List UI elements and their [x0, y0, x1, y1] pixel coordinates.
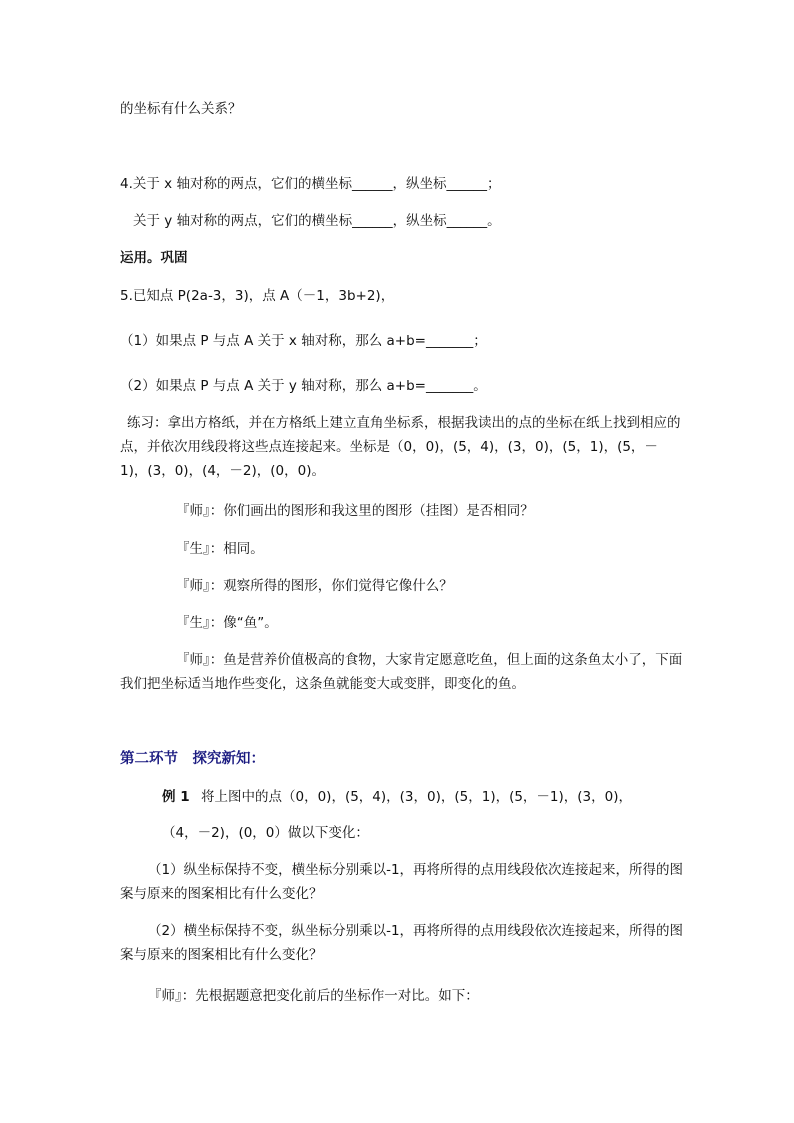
section-title: 第二环节 探究新知： — [120, 751, 265, 767]
example-text: 将上图中的点（0，0)，(5，4)，(3，0)，(5，1)，(5，－1)，(3，0)， — [201, 789, 633, 805]
dialogue-student: 『生』：相同。 — [176, 541, 264, 557]
text-line: 的坐标有什么关系？ — [120, 101, 242, 117]
question-5-part-2: （2）如果点 P 与点 A 关于 y 轴对称，那么 a+b=_______。 — [120, 378, 487, 394]
question-5-part-1: （1）如果点 P 与点 A 关于 x 轴对称，那么 a+b=_______； — [120, 333, 487, 349]
example-text-continued: （4，－2)，(0，0）做以下变化： — [162, 825, 369, 841]
example-part-2: （2）横坐标保持不变，纵坐标分别乘以-1，再将所得的点用线段依次连接起来，所得的图案与原来的图案相比有什么变化？ — [120, 923, 684, 963]
practice-paragraph: 练习：拿出方格纸，并在方格纸上建立直角坐标系，根据我读出的点的坐标在纸上找到相应的点，并依次用线段将这些点连接起来。坐标是（0，0)，(5，4)，(3，0)，(5，1)，(5，－1)，(3，0)，(4，－2)，(0，0)。 — [120, 415, 681, 479]
dialogue-teacher: 『师』：你们画出的图形和我这里的图形（挂图）是否相同？ — [176, 503, 534, 519]
question-4-line-1: 4.关于 x 轴对称的两点，它们的横坐标______，纵坐标______； — [120, 176, 501, 192]
dialogue-student: 『生』：像“鱼”。 — [176, 615, 278, 631]
dialogue-teacher-paragraph: 『师』：鱼是营养价值极高的食物，大家肯定愿意吃鱼，但上面的这条鱼太小了，下面我们把坐标适当地作些变化，这条鱼就能变大或变胖，即变化的鱼。 — [120, 652, 683, 692]
dialogue-teacher: 『师』：观察所得的图形，你们觉得它像什么？ — [176, 578, 453, 594]
question-5: 5.已知点 P(2a-3，3)，点 A（－1，3b+2)， — [120, 288, 395, 304]
section-heading: 运用。巩固 — [120, 250, 188, 266]
question-4-line-2: 关于 y 轴对称的两点，它们的横坐标______，纵坐标______。 — [133, 213, 501, 229]
example-label: 例 1 — [162, 789, 190, 805]
example-part-1: （1）纵坐标保持不变，横坐标分别乘以-1，再将所得的点用线段依次连接起来，所得的图案与原来的图案相比有什么变化？ — [120, 862, 684, 902]
dialogue-teacher: 『师』：先根据题意把变化前后的坐标作一对比。如下： — [148, 988, 479, 1004]
